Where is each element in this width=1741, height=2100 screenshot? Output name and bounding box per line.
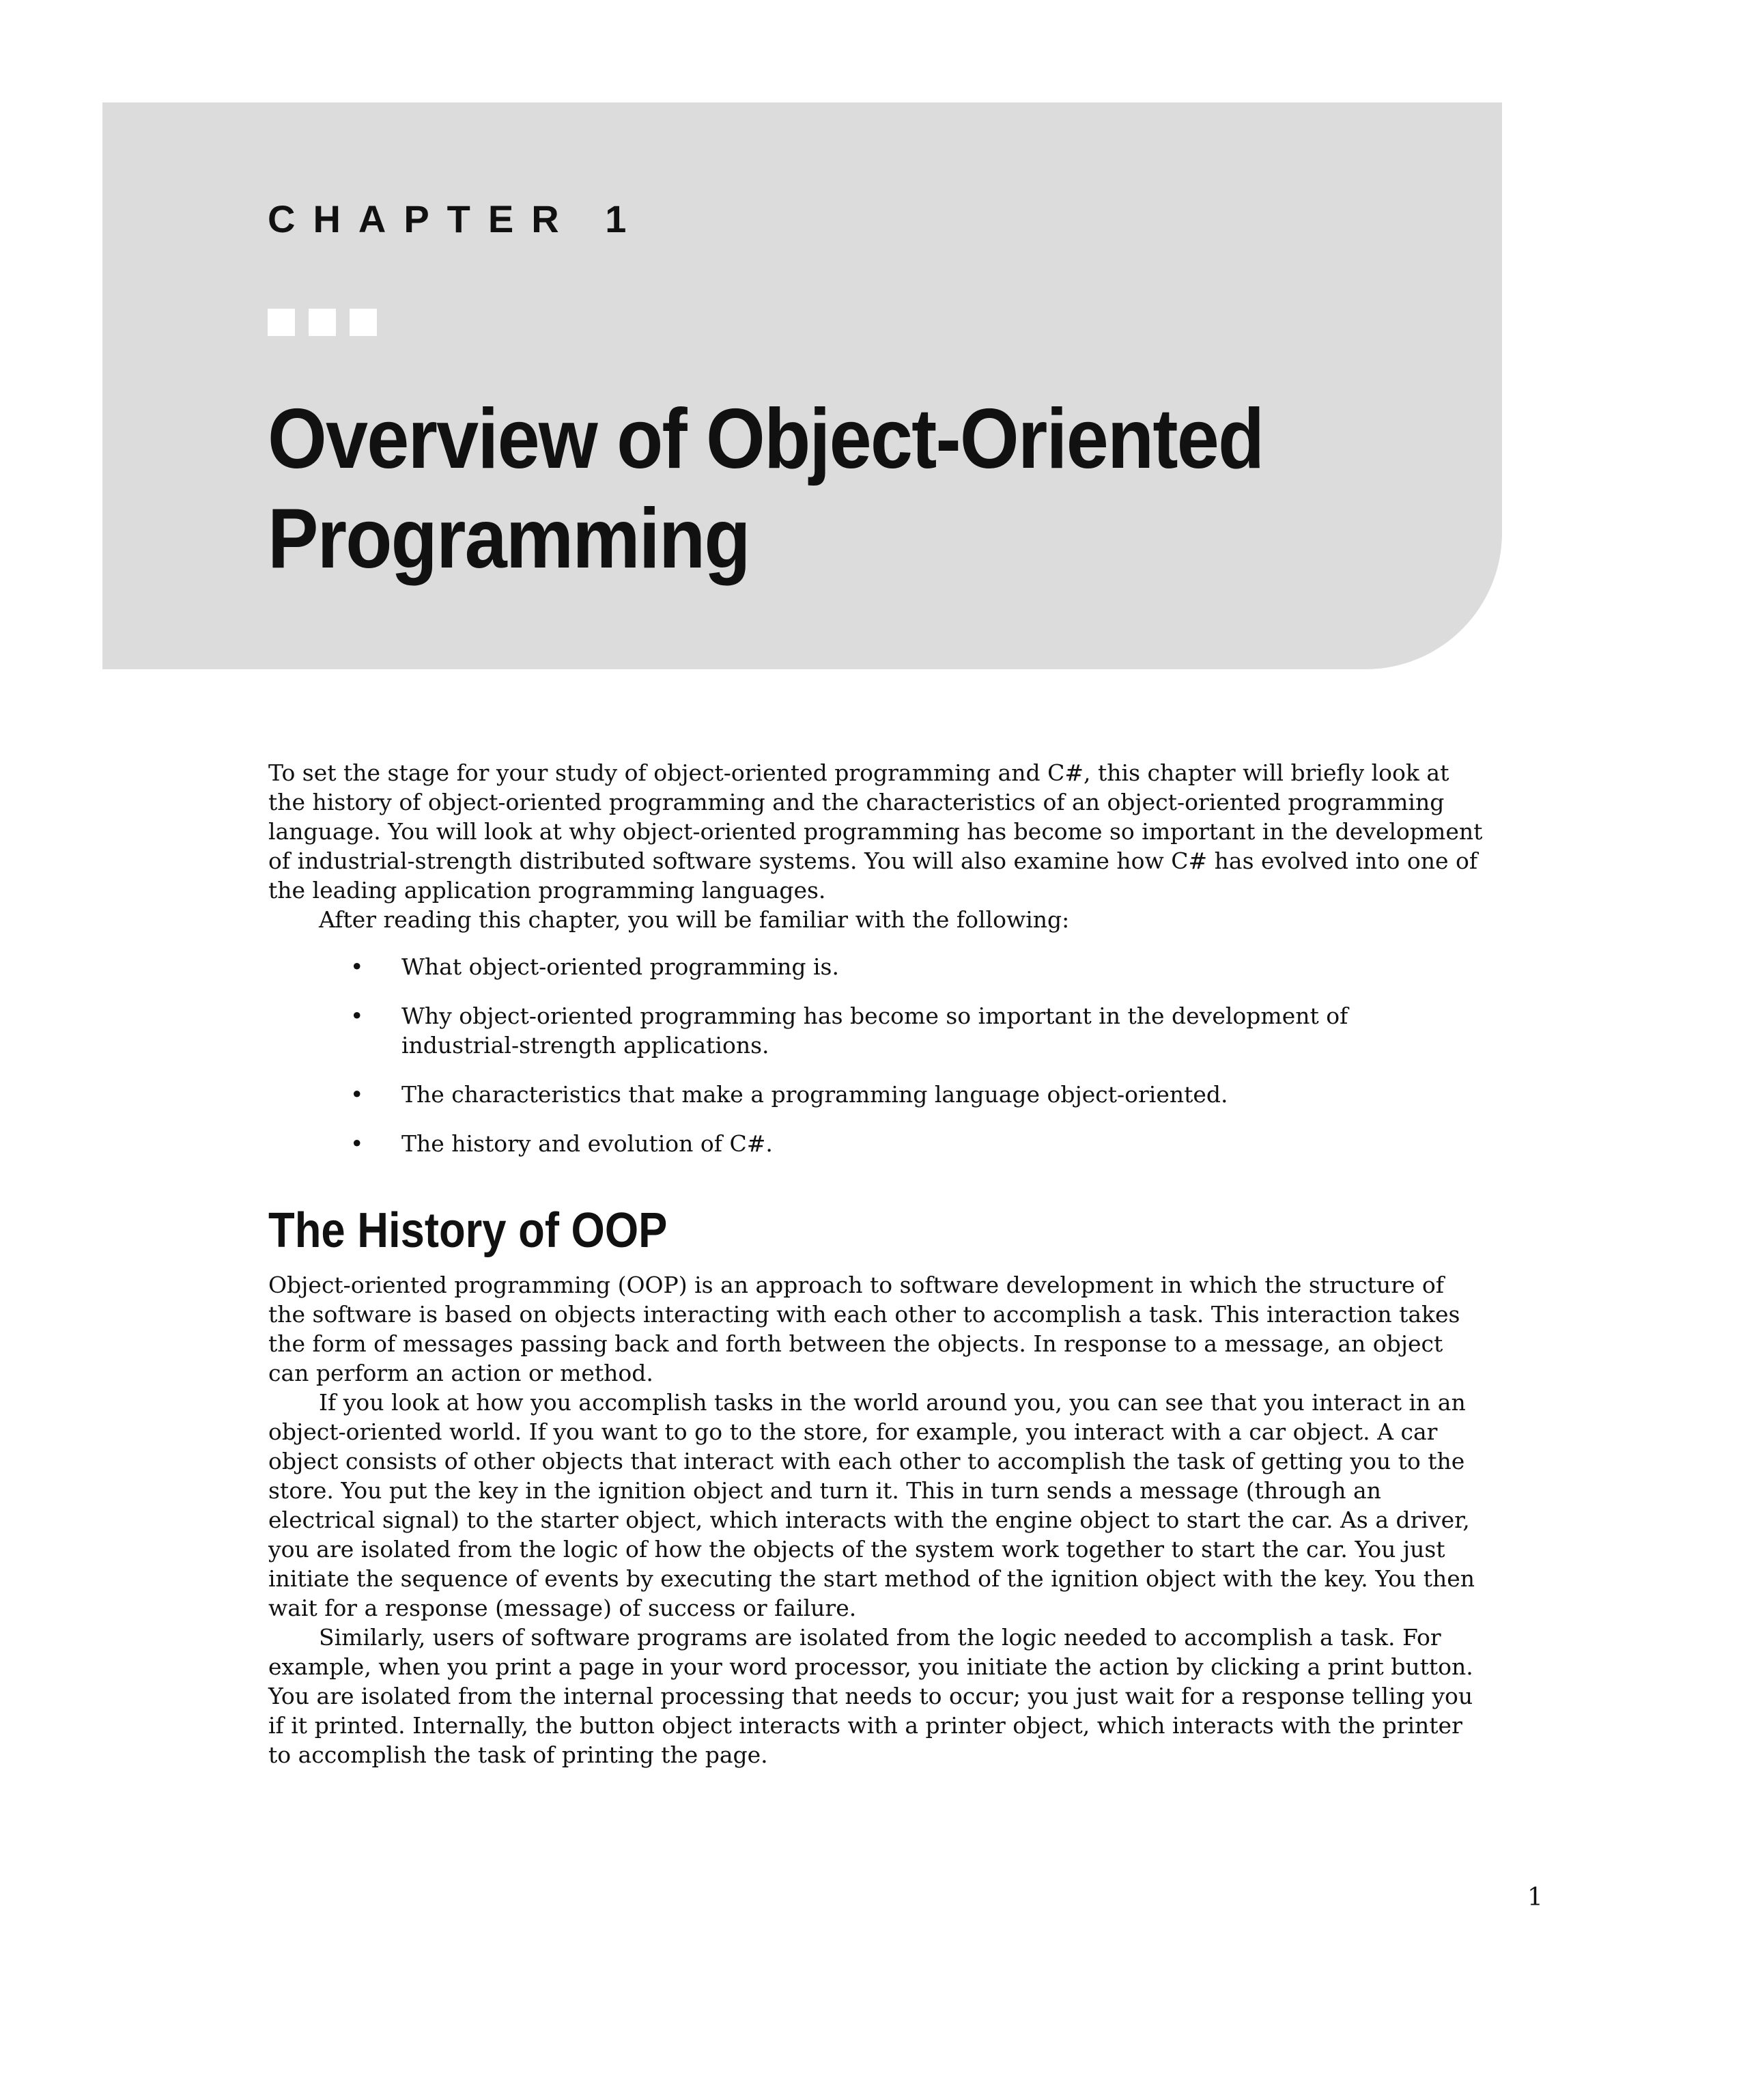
page-number: 1: [1527, 1884, 1543, 1912]
page-body: [268, 758, 1484, 1769]
list-item-text: The history and evolution of C#.: [401, 1130, 773, 1157]
bullet-icon: •: [350, 953, 364, 980]
list-item: [268, 1080, 1357, 1109]
intro-paragraph: To set the stage for your study of object-oriented programming and C#, this chapter will briefly look at the history of object-oriented programming and the characteristics of an object-oriented programming language. You will look at why object-oriented programming has become so important in the development of industrial-strength distributed software systems. You will also examine how C# has evolved into one of the leading application programming languages.: [268, 759, 1483, 904]
chapter-label: CHAPTER 1: [268, 197, 645, 240]
objectives-list: [268, 952, 1484, 1158]
bullet-icon: •: [350, 1003, 364, 1029]
list-item: [268, 1001, 1357, 1060]
square-icon: [309, 309, 336, 336]
section-paragraph: Similarly, users of software programs are isolated from the logic needed to accomplish a task. For example, when you print a page in your word processor, you initiate the action by clicking a print button. You are isolated from the internal processing that needs to occur; you just wait for a response telling you if it printed. Internally, the button object interacts with a printer object, which interacts with the printer to accomplish the task of printing the page.: [268, 1624, 1473, 1768]
list-item-text: What object-oriented programming is.: [401, 953, 839, 980]
section-paragraph: Object-oriented programming (OOP) is an approach to software development in which the structure of the software is based on objects interacting with each other to accomplish a task. This interaction takes the form of messages passing back and forth between the objects. In response to a message, an object can perform an action or method.: [268, 1272, 1460, 1386]
chapter-banner: [102, 102, 1502, 669]
square-icon: [350, 309, 377, 336]
intro-paragraph: After reading this chapter, you will be familiar with the following:: [319, 906, 1070, 933]
section-heading: The History of OOP: [268, 1203, 668, 1258]
decorative-squares: [268, 309, 377, 336]
list-item: [268, 1129, 1357, 1158]
section-paragraph: If you look at how you accomplish tasks in the world around you, you can see that you interact in an object-oriented world. If you want to go to the store, for example, you interact with a car object. A car object consists of other objects that interact with each other to accomplish the task of getting you to the store. You put the key in the ignition object and turn it. This in turn sends a message (through an electrical signal) to the starter object, which interacts with the engine object to start the car. As a driver, you are isolated from the logic of how the objects of the system work together to start the car. You just initiate the sequence of events by executing the start method of the ignition object with the key. You then wait for a response (message) of success or failure.: [268, 1389, 1475, 1621]
list-item: [268, 952, 1357, 981]
bullet-icon: •: [350, 1130, 364, 1157]
list-item-text: The characteristics that make a programming language object-oriented.: [401, 1081, 1228, 1108]
list-item-text: Why object-oriented programming has become so important in the development of industrial-strength applications.: [401, 1003, 1348, 1059]
chapter-title: Overview of Object-Oriented Programming: [268, 392, 1264, 586]
square-icon: [268, 309, 295, 336]
bullet-icon: •: [350, 1081, 364, 1108]
